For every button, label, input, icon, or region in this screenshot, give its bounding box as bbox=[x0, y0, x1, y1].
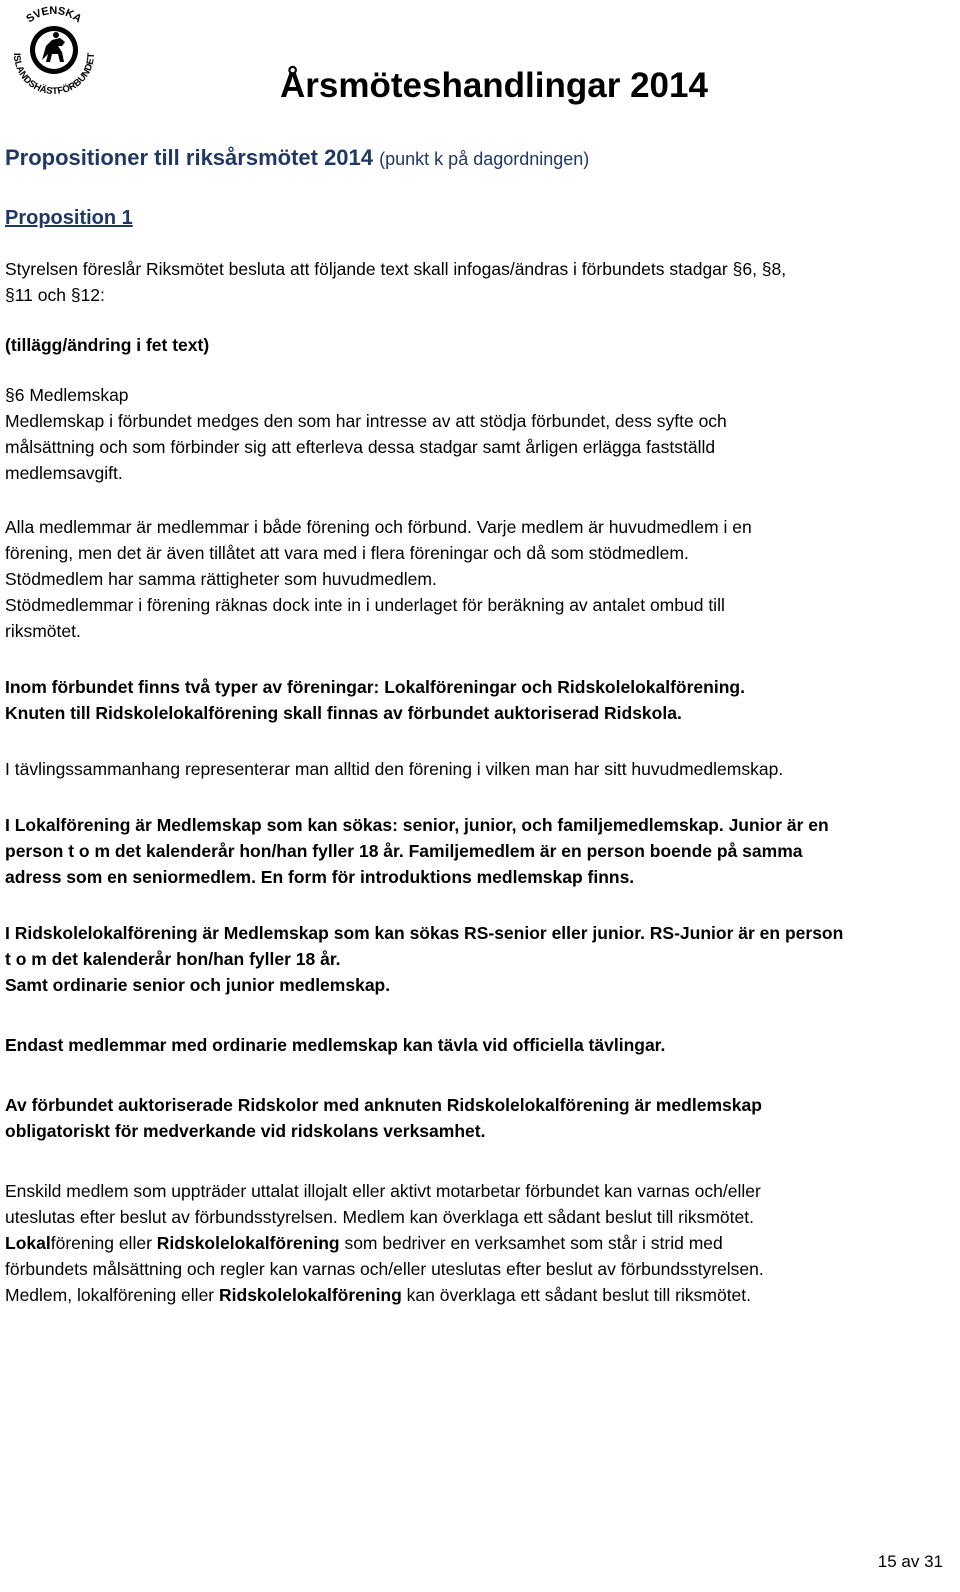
page-number: 15 av 31 bbox=[877, 1552, 943, 1571]
paragraph-line: adress som en seniormedlem. En form för introduktions medlemskap finns. bbox=[5, 867, 635, 887]
paragraph-line: Alla medlemmar är medlemmar i både förening och förbund. Varje medlem är huvudmedlem i en bbox=[5, 517, 752, 537]
propositions-heading-text: Propositioner till riksårsmötet 2014 bbox=[5, 145, 374, 170]
paragraph-line: t o m det kalenderår hon/han fyller 18 år. bbox=[5, 949, 341, 969]
paragraph-line: Samt ordinarie senior och junior medlemskap. bbox=[5, 975, 391, 995]
paragraph-line: Stödmedlem har samma rättigheter som huvudmedlem. bbox=[5, 569, 437, 589]
paragraph-line: I Lokalförening är Medlemskap som kan sökas: senior, junior, och familjemedlemskap. Junior är en bbox=[5, 815, 829, 835]
paragraph-line: riksmötet. bbox=[5, 621, 81, 641]
bold-fragment: Ridskolelokalförening bbox=[219, 1285, 402, 1305]
bold-fragment: Lokal bbox=[5, 1233, 51, 1253]
paragraph-line: Av förbundet auktoriserade Ridskolor med anknuten Ridskolelokalförening är medlemskap bbox=[5, 1095, 762, 1115]
paragraph-line bbox=[5, 1230, 953, 1256]
paragraph-line: Inom förbundet finns två typer av föreningar: Lokalföreningar och Ridskolelokalförening. bbox=[5, 677, 745, 697]
paragraph-line: person t o m det kalenderår hon/han fyller 18 år. Familjemedlem är en person boende på samma bbox=[5, 841, 803, 861]
paragraph-line: målsättning och som förbinder sig att efterleva dessa stadgar samt årligen erlägga fastställd bbox=[5, 437, 716, 457]
propositions-heading bbox=[5, 143, 953, 174]
paragraph-line: förening, men det är även tillåtet att vara med i flera föreningar och då som stödmedlem. bbox=[5, 543, 689, 563]
paragraph-line: Enskild medlem som uppträder uttalat illojalt eller aktivt motarbetar förbundet kan varnas och/eller bbox=[5, 1181, 761, 1201]
association-logo bbox=[2, 2, 106, 96]
bold-fragment: Ridskolelokalförening bbox=[156, 1233, 340, 1253]
intro-line: Styrelsen föreslår Riksmötet besluta att följande text skall infogas/ändras i förbundets stadgar §6, §8, bbox=[5, 259, 787, 279]
proposition-heading: Proposition 1 bbox=[5, 207, 133, 229]
paragraph-line: I Ridskolelokalförening är Medlemskap som kan sökas RS-senior eller junior. RS-Junior är en person bbox=[5, 923, 844, 943]
text-fragment: förening eller bbox=[50, 1233, 157, 1253]
paragraph-line: I tävlingssammanhang representerar man alltid den förening i vilken man har sitt huvudmedlemskap. bbox=[5, 759, 784, 779]
paragraph-line: förbundets målsättning och regler kan varnas och/eller uteslutas efter beslut av förbundsstyrelsen. bbox=[5, 1259, 764, 1279]
document-body bbox=[5, 143, 953, 1308]
paragraph-line: Knuten till Ridskolelokalförening skall finnas av förbundet auktoriserad Ridskola. bbox=[5, 703, 682, 723]
section-title: §6 Medlemskap bbox=[5, 385, 129, 405]
paragraph-line bbox=[5, 1282, 953, 1308]
text-fragment: kan överklaga ett sådant beslut till riksmötet. bbox=[401, 1285, 752, 1305]
paragraph-line: Stödmedlemmar i förening räknas dock inte in i underlaget för beräkning av antalet ombud till bbox=[5, 595, 725, 615]
agenda-note: (punkt k på dagordningen) bbox=[379, 149, 590, 169]
paragraph-line: obligatoriskt för medverkande vid ridskolans verksamhet. bbox=[5, 1121, 486, 1141]
text-fragment: Medlem, lokalförening eller bbox=[5, 1285, 219, 1305]
intro-line: §11 och §12: bbox=[5, 285, 105, 305]
paragraph-line: Medlemskap i förbundet medges den som har intresse av att stödja förbundet, dess syfte och bbox=[5, 411, 727, 431]
paragraph-line: uteslutas efter beslut av förbundsstyrelsen. Medlem kan överklaga ett sådant beslut till riksmötet. bbox=[5, 1207, 754, 1227]
document-title: Årsmöteshandlingar 2014 bbox=[280, 66, 708, 105]
svg-text:SVENSKA: SVENSKA bbox=[24, 4, 84, 26]
svg-text:ISLANDSHÄSTFÖRBUNDET: ISLANDSHÄSTFÖRBUNDET bbox=[10, 52, 98, 96]
change-note: (tillägg/ändring i fet text) bbox=[5, 335, 210, 355]
text-fragment: som bedriver en verksamhet som står i strid med bbox=[339, 1233, 723, 1253]
paragraph-line: Endast medlemmar med ordinarie medlemskap kan tävla vid officiella tävlingar. bbox=[5, 1035, 666, 1055]
paragraph-line: medlemsavgift. bbox=[5, 463, 123, 483]
